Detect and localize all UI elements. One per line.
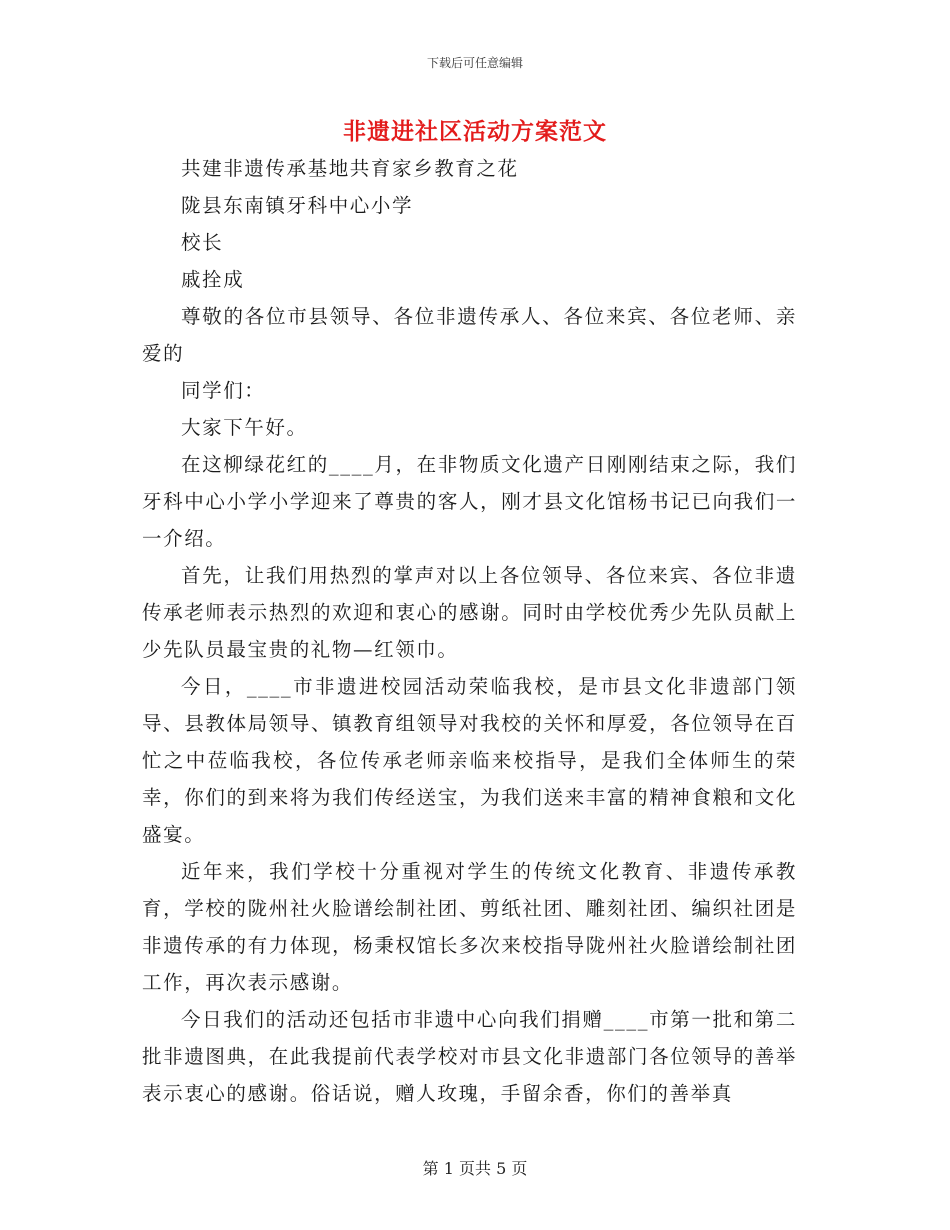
paragraph-salutation: 尊敬的各位市县领导、各位非遗传承人、各位来宾、各位老师、亲爱的 xyxy=(142,305,797,365)
paragraph-subtitle: 共建非遗传承基地共育家乡教育之花 xyxy=(181,157,519,180)
paragraph-body: 在这柳绿花红的____月，在非物质文化遗产日刚刚结束之际，我们牙科中心小学小学迎来了尊贵的客人，刚才县文化馆杨书记已向我们一一介绍。 xyxy=(142,453,797,550)
page-header-note: 下载后可任意编辑 xyxy=(426,56,523,70)
document-body xyxy=(142,150,797,1112)
document-title: 非遗进社区活动方案范文 xyxy=(343,118,607,145)
paragraph-body: 今日，____市非遗进校园活动荣临我校，是市县文化非遗部门领导、县教体局领导、镇教育组领导对我校的关怀和厚爱，各位领导在百忙之中莅临我校，各位传承老师亲临来校指导，是我们全体师生的荣幸，你们的到来将为我们传经送宝，为我们送来丰富的精神食粮和文化盛宴。 xyxy=(142,675,797,846)
paragraph-author: 戚拴成 xyxy=(181,268,245,291)
paragraph-position: 校长 xyxy=(181,231,224,254)
paragraph-school: 陇县东南镇牙科中心小学 xyxy=(181,194,414,217)
page-footer-number: 第 1 页共 5 页 xyxy=(422,1159,528,1178)
paragraph-body: 首先，让我们用热烈的掌声对以上各位领导、各位来宾、各位非遗传承老师表示热烈的欢迎和衷心的感谢。同时由学校优秀少先队员献上少先队员最宝贵的礼物—红领巾。 xyxy=(142,564,797,661)
paragraph-body: 今日我们的活动还包括市非遗中心向我们捐赠____市第一批和第二批非遗图典，在此我提前代表学校对市县文化非遗部门各位领导的善举表示衷心的感谢。俗话说，赠人玫瑰，手留余香，你们的善举真 xyxy=(142,1008,797,1105)
paragraph-greeting: 大家下午好。 xyxy=(181,416,308,439)
paragraph-body: 近年来，我们学校十分重视对学生的传统文化教育、非遗传承教育，学校的陇州社火脸谱绘制社团、剪纸社团、雕刻社团、编织社团是非遗传承的有力体现，杨秉权馆长多次来校指导陇州社火脸谱绘制社团工作，再次表示感谢。 xyxy=(142,860,797,994)
paragraph-salutation-cont: 同学们： xyxy=(181,379,266,402)
